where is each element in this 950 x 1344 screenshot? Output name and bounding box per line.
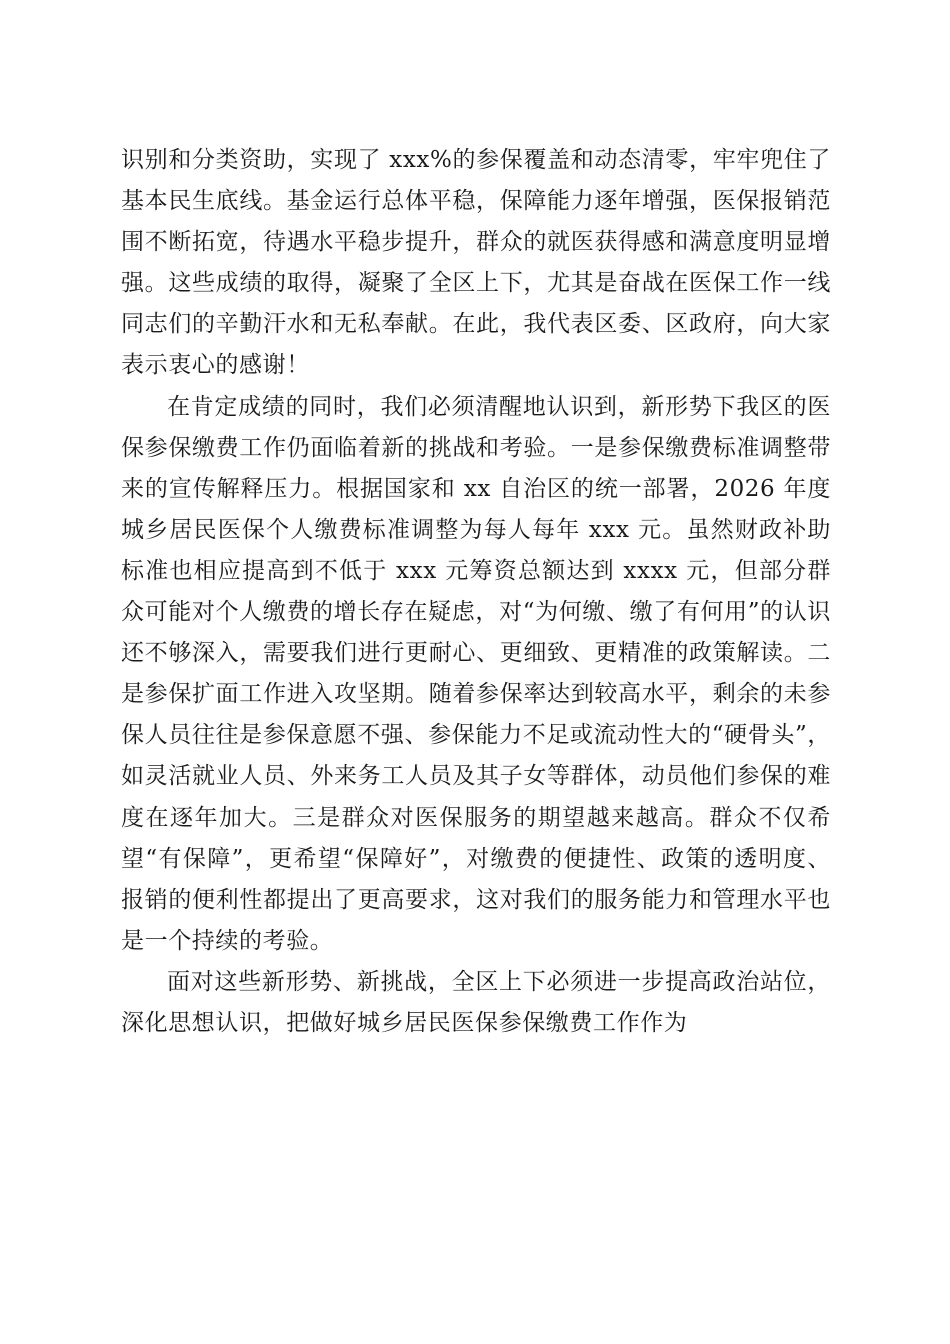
paragraph-challenges: 在肯定成绩的同时，我们必须清醒地认识到，新形势下我区的医保参保缴费工作仍面临着新的挑战和考验。一是参保缴费标准调整带来的宣传解释压力。根据国家和 xx 自治区的统一部署，2026 年度城乡居民医保个人缴费标准调整为每人每年 xxx 元。虽然财政补助标准也相应提高到不低于 xxx 元筹资总额达到 xxxx 元，但部分群众可能对个人缴费的增长存在疑虑，对“为何缴、缴了有何用”的认识还不够深入，需要我们进行更耐心、更细致、更精准的政策解读。二是参保扩面工作进入攻坚期。随着参保率达到较高水平，剩余的未参保人员往往是参保意愿不强、参保能力不足或流动性大的“硬骨头”，如灵活就业人员、外来务工人员及其子女等群体，动员他们参保的难度在逐年加大。三是群众对医保服务的期望越来越高。群众不仅希望“有保障”，更希望“保障好”，对缴费的便捷性、政策的透明度、报销的便利性都提出了更高要求，这对我们的服务能力和管理水平也是一个持续的考验。 [121, 393, 831, 954]
document-body [121, 140, 831, 1044]
paragraph-achievements: 识别和分类资助，实现了 xxx%的参保覆盖和动态清零，牢牢兜住了基本民生底线。基金运行总体平稳，保障能力逐年增强，医保报销范围不断拓宽，待遇水平稳步提升，群众的就医获得感和满意度明显增强。这些成绩的取得，凝聚了全区上下，尤其是奋战在医保工作一线同志们的辛勤汗水和无私奉献。在此，我代表区委、区政府，向大家表示衷心的感谢！ [121, 147, 831, 379]
paragraph-response: 面对这些新形势、新挑战，全区上下必须进一步提高政治站位，深化思想认识，把做好城乡居民医保参保缴费工作作为 [121, 968, 831, 1036]
